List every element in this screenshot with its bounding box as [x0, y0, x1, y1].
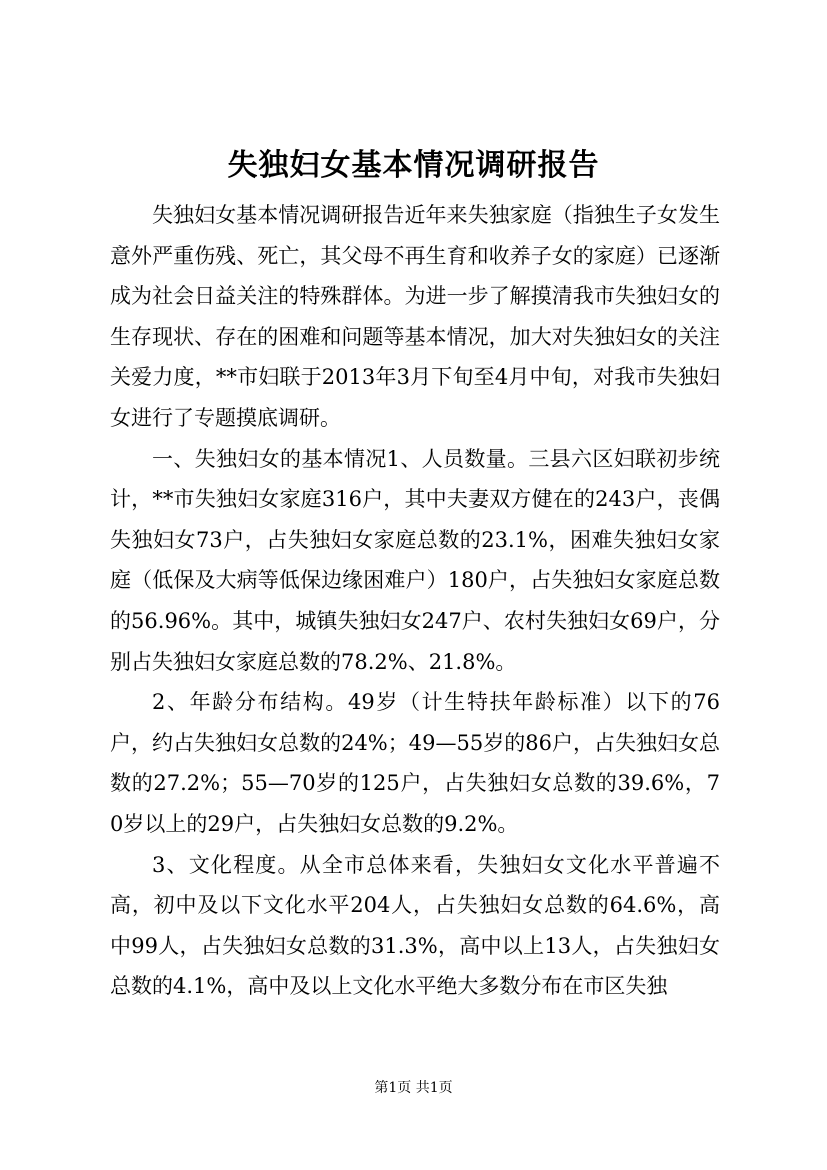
document-body — [110, 195, 720, 1007]
paragraph-basic-situation: 一、失独妇女的基本情况1、人员数量。三县六区妇联初步统计，**市失独妇女家庭316户，其中夫妻双方健在的243户，丧偶失独妇女73户，占失独妇女家庭总数的23.1%，困难失独妇女家庭（低保及大病等低保边缘困难户）180户，占失独妇女家庭总数的56.96%。其中，城镇失独妇女247户、农村失独妇女69户，分别占失独妇女家庭总数的78.2%、21.8%。 — [110, 446, 720, 674]
page-footer: 第1页 共1页 — [374, 1080, 453, 1096]
paragraph-age-structure: 2、年龄分布结构。49岁（计生特扶年龄标准）以下的76户，约占失独妇女总数的24%；49—55岁的86户，占失独妇女总数的27.2%；55—70岁的125户，占失独妇女总数的39.6%，70岁以上的29户，占失独妇女总数的9.2%。 — [110, 690, 720, 836]
document-title: 失独妇女基本情况调研报告 — [227, 148, 600, 183]
paragraph-intro: 失独妇女基本情况调研报告近年来失独家庭（指独生子女发生意外严重伤残、死亡，其父母不再生育和收养子女的家庭）已逐渐成为社会日益关注的特殊群体。为进一步了解摸清我市失独妇女的生存现状、存在的困难和问题等基本情况，加大对失独妇女的关注关爱力度，**市妇联于2013年3月下旬至4月中旬，对我市失独妇女进行了专题摸底调研。 — [110, 203, 720, 430]
paragraph-education-level: 3、文化程度。从全市总体来看，失独妇女文化水平普遍不高，初中及以下文化水平204人，占失独妇女总数的64.6%，高中99人，占失独妇女总数的31.3%，高中以上13人，占失独妇女总数的4.1%，高中及以上文化水平绝大多数分布在市区失独 — [110, 852, 720, 999]
